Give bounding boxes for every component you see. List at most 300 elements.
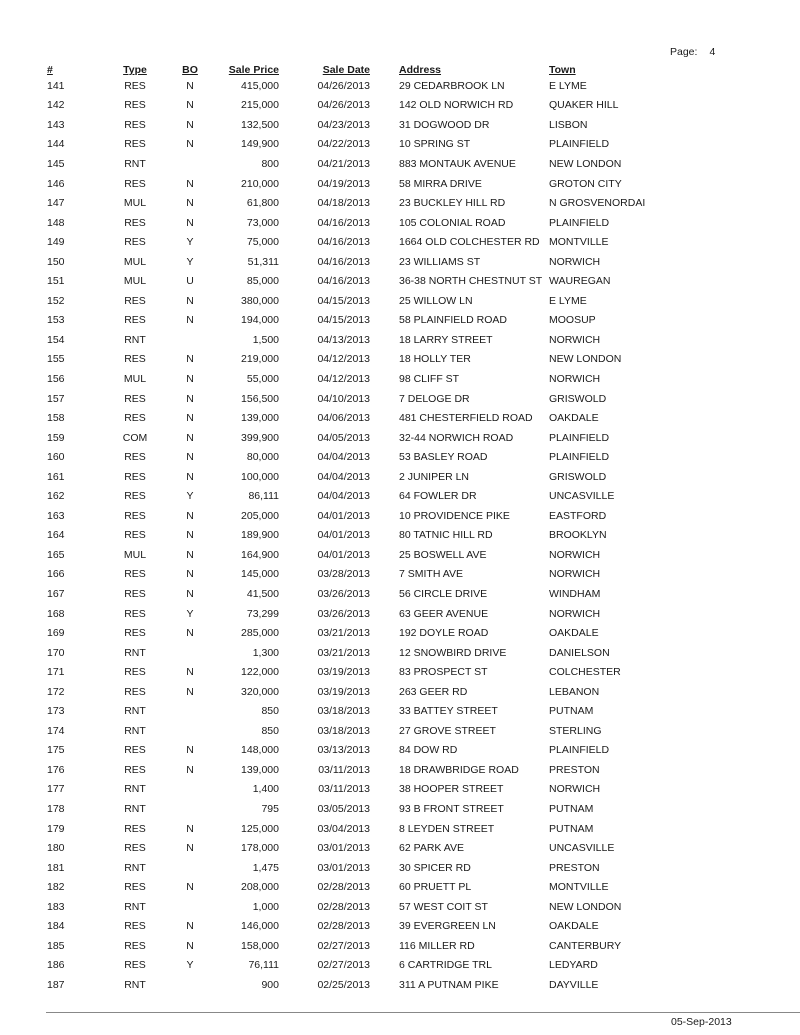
cell-type: RES (124, 236, 146, 249)
cell-sale-date: 04/01/2013 (317, 529, 370, 542)
cell-bo: N (186, 372, 194, 385)
table-row (43, 174, 646, 194)
table-row (43, 252, 646, 272)
cell-number: 179 (47, 822, 65, 835)
cell-address: 25 WILLOW LN (399, 294, 473, 307)
cell-bo (161, 330, 219, 350)
cell-address: 38 HOOPER STREET (399, 783, 504, 796)
cell-number: 149 (47, 236, 65, 249)
table-row (43, 232, 646, 252)
col-header-town: Town (549, 64, 576, 76)
cell-sale-price: 149,900 (241, 138, 279, 151)
cell-bo: N (186, 920, 194, 933)
cell-bo: N (186, 392, 194, 405)
table-row (43, 154, 646, 174)
cell-address: 58 PLAINFIELD ROAD (399, 314, 507, 327)
cell-sale-date: 03/05/2013 (317, 803, 370, 815)
cell-town: PUTNAM (549, 803, 594, 815)
cell-address: 10 SPRING ST (399, 138, 471, 151)
cell-number: 150 (47, 255, 65, 268)
cell-town: DAYVILLE (549, 978, 599, 991)
table-row (43, 956, 646, 976)
cell-sale-price: 194,000 (241, 314, 279, 327)
cell-bo (161, 154, 219, 174)
cell-sale-date: 03/13/2013 (317, 744, 370, 757)
cell-bo: N (186, 881, 194, 894)
cell-address: 93 B FRONT STREET (399, 803, 504, 815)
cell-sale-date: 02/28/2013 (317, 920, 370, 933)
cell-sale-date: 04/16/2013 (317, 275, 370, 288)
cell-town: NEW LONDON (549, 157, 622, 170)
table-row (43, 858, 646, 878)
cell-type: MUL (123, 275, 147, 288)
cell-town: QUAKER HILL (549, 99, 619, 112)
cell-sale-date: 02/25/2013 (317, 978, 370, 991)
cell-number: 146 (47, 177, 65, 190)
cell-town: OAKDALE (549, 920, 599, 933)
cell-bo: N (186, 587, 194, 600)
cell-town: NORWICH (549, 255, 601, 268)
cell-sale-date: 02/27/2013 (317, 939, 370, 952)
table-row (43, 623, 646, 643)
cell-type: RES (124, 881, 146, 894)
sales-table (43, 58, 646, 995)
cell-bo: N (186, 118, 194, 131)
cell-address: 8 LEYDEN STREET (399, 822, 495, 835)
table-row (43, 643, 646, 663)
cell-type: RES (124, 216, 146, 229)
cell-address: 31 DOGWOOD DR (399, 118, 490, 131)
table-row (43, 467, 646, 487)
cell-number: 187 (47, 978, 65, 991)
cell-address: 58 MIRRA DRIVE (399, 177, 482, 190)
cell-address: 62 PARK AVE (399, 842, 464, 855)
cell-sale-price: 1,475 (252, 861, 279, 874)
cell-town: OAKDALE (549, 412, 599, 425)
cell-bo: N (186, 548, 194, 561)
cell-type: RES (124, 822, 146, 835)
cell-number: 155 (47, 353, 65, 366)
cell-type: RNT (124, 724, 146, 737)
page-label: Page: (670, 46, 698, 58)
cell-sale-price: 380,000 (241, 294, 279, 307)
table-row (43, 741, 646, 761)
table-row (43, 115, 646, 135)
cell-town: PUTNAM (549, 822, 594, 835)
cell-sale-date: 04/18/2013 (317, 197, 370, 210)
cell-bo: Y (186, 607, 194, 620)
cell-sale-date: 04/05/2013 (317, 431, 370, 444)
cell-address: 33 BATTEY STREET (399, 705, 498, 718)
cell-town: LEDYARD (549, 959, 598, 972)
cell-type: RES (124, 314, 146, 327)
cell-town: NORWICH (549, 372, 601, 385)
cell-type: RES (124, 920, 146, 933)
cell-number: 171 (47, 666, 65, 679)
cell-sale-price: 219,000 (241, 353, 279, 366)
cell-bo: N (186, 763, 194, 776)
cell-bo: N (186, 353, 194, 366)
table-row (43, 760, 646, 780)
cell-address: 192 DOYLE ROAD (399, 627, 489, 640)
cell-number: 147 (47, 197, 65, 210)
cell-sale-date: 04/26/2013 (317, 79, 370, 92)
cell-address: 23 WILLIAMS ST (399, 255, 481, 268)
cell-sale-date: 04/04/2013 (317, 451, 370, 464)
cell-sale-date: 03/19/2013 (317, 666, 370, 679)
cell-bo: N (186, 822, 194, 835)
col-header-bo: BO (182, 64, 198, 76)
cell-type: RNT (124, 861, 146, 874)
cell-address: 18 DRAWBRIDGE ROAD (399, 763, 519, 776)
cell-address: 7 SMITH AVE (399, 568, 463, 581)
cell-number: 180 (47, 842, 65, 855)
cell-address: 1664 OLD COLCHESTER RD (399, 236, 540, 249)
col-header-type: Type (123, 64, 147, 76)
cell-number: 144 (47, 138, 65, 151)
table-row (43, 369, 646, 389)
table-row (43, 506, 646, 526)
cell-sale-price: 146,000 (241, 920, 279, 933)
cell-sale-date: 04/06/2013 (317, 412, 370, 425)
cell-type: RES (124, 451, 146, 464)
table-row (43, 428, 646, 448)
cell-type: RES (124, 490, 146, 503)
cell-town: GRISWOLD (549, 470, 607, 483)
cell-town: LEBANON (549, 685, 600, 698)
cell-town: GRISWOLD (549, 392, 607, 405)
cell-address: 12 SNOWBIRD DRIVE (399, 646, 507, 659)
cell-number: 163 (47, 509, 65, 522)
cell-type: RES (124, 607, 146, 620)
cell-number: 175 (47, 744, 65, 757)
table-row (43, 662, 646, 682)
table-row (43, 350, 646, 370)
cell-town: NEW LONDON (549, 900, 622, 913)
cell-bo (161, 702, 219, 722)
cell-type: RES (124, 118, 146, 131)
cell-type: RES (124, 99, 146, 112)
cell-address: 883 MONTAUK AVENUE (399, 157, 516, 170)
table-row (43, 604, 646, 624)
table-row (43, 135, 646, 155)
cell-address: 27 GROVE STREET (399, 724, 496, 737)
cell-type: RES (124, 509, 146, 522)
cell-town: N GROSVENORDAI (549, 197, 646, 210)
cell-type: RES (124, 529, 146, 542)
cell-bo: Y (186, 959, 194, 972)
cell-sale-price: 320,000 (241, 685, 279, 698)
cell-sale-price: 850 (261, 705, 279, 718)
cell-bo: N (186, 197, 194, 210)
cell-sale-date: 03/18/2013 (317, 724, 370, 737)
cell-sale-price: 76,111 (248, 959, 279, 972)
cell-sale-date: 04/12/2013 (317, 353, 370, 366)
page-number: 4 (709, 46, 716, 58)
cell-sale-date: 04/19/2013 (317, 177, 370, 190)
cell-sale-date: 04/15/2013 (317, 294, 370, 307)
cell-sale-date: 03/21/2013 (317, 646, 370, 659)
table-row (43, 271, 646, 291)
cell-number: 183 (47, 900, 65, 913)
cell-bo: N (186, 99, 194, 112)
cell-number: 156 (47, 372, 65, 385)
cell-sale-price: 122,000 (241, 666, 279, 679)
cell-sale-price: 125,000 (241, 822, 279, 835)
cell-sale-date: 04/01/2013 (317, 548, 370, 561)
cell-town: PLAINFIELD (549, 216, 610, 229)
cell-town: PLAINFIELD (549, 138, 610, 151)
cell-town: E LYME (549, 294, 587, 307)
cell-town: STERLING (549, 724, 602, 737)
cell-town: EASTFORD (549, 509, 607, 522)
cell-address: 63 GEER AVENUE (399, 607, 489, 620)
cell-number: 182 (47, 881, 65, 894)
cell-bo: N (186, 529, 194, 542)
cell-sale-price: 178,000 (241, 842, 279, 855)
cell-sale-price: 795 (261, 803, 279, 815)
cell-sale-date: 03/18/2013 (317, 705, 370, 718)
cell-sale-price: 73,299 (246, 607, 279, 620)
col-header-sale-date: Sale Date (322, 64, 370, 76)
cell-number: 152 (47, 294, 65, 307)
cell-bo: N (186, 138, 194, 151)
cell-sale-date: 03/21/2013 (317, 627, 370, 640)
col-header-address: Address (399, 64, 442, 76)
cell-sale-price: 156,500 (241, 392, 279, 405)
table-row (43, 819, 646, 839)
cell-number: 173 (47, 705, 65, 718)
table-row (43, 193, 646, 213)
cell-type: RES (124, 939, 146, 952)
cell-sale-date: 03/28/2013 (317, 568, 370, 581)
cell-sale-price: 164,900 (241, 548, 279, 561)
cell-type: COM (122, 431, 148, 444)
table-row (43, 975, 646, 995)
cell-bo: Y (186, 490, 194, 503)
cell-sale-price: 55,000 (246, 372, 279, 385)
cell-address: 7 DELOGE DR (399, 392, 470, 405)
cell-town: NORWICH (549, 548, 601, 561)
cell-sale-date: 03/01/2013 (317, 842, 370, 855)
cell-address: 98 CLIFF ST (399, 372, 460, 385)
cell-type: MUL (123, 255, 147, 268)
cell-sale-price: 208,000 (241, 881, 279, 894)
cell-number: 141 (47, 79, 65, 92)
cell-bo (161, 721, 219, 741)
table-body (43, 76, 646, 995)
cell-town: PLAINFIELD (549, 744, 610, 757)
table-row (43, 780, 646, 800)
cell-sale-price: 1,000 (252, 900, 279, 913)
table-row (43, 917, 646, 937)
cell-address: 18 HOLLY TER (399, 353, 471, 366)
cell-bo: Y (186, 255, 194, 268)
cell-sale-price: 132,500 (241, 118, 279, 131)
cell-town: PUTNAM (549, 705, 594, 718)
cell-sale-date: 04/04/2013 (317, 490, 370, 503)
cell-sale-price: 415,000 (241, 79, 279, 92)
header-row (43, 58, 646, 76)
table-row (43, 330, 646, 350)
cell-bo: N (186, 412, 194, 425)
cell-type: RNT (124, 646, 146, 659)
cell-address: 80 TATNIC HILL RD (399, 529, 493, 542)
cell-type: RNT (124, 705, 146, 718)
cell-type: RES (124, 353, 146, 366)
cell-number: 157 (47, 392, 65, 405)
cell-type: RNT (124, 978, 146, 991)
cell-sale-date: 04/12/2013 (317, 372, 370, 385)
cell-type: RNT (124, 157, 146, 170)
table-row (43, 526, 646, 546)
cell-number: 185 (47, 939, 65, 952)
cell-sale-date: 02/28/2013 (317, 900, 370, 913)
cell-bo (161, 643, 219, 663)
cell-town: COLCHESTER (549, 666, 621, 679)
cell-number: 170 (47, 646, 65, 659)
cell-sale-price: 51,311 (247, 255, 279, 268)
cell-sale-price: 850 (261, 724, 279, 737)
cell-type: RES (124, 294, 146, 307)
cell-sale-date: 04/26/2013 (317, 99, 370, 112)
cell-sale-price: 100,000 (241, 470, 279, 483)
cell-type: RES (124, 842, 146, 855)
cell-address: 142 OLD NORWICH RD (399, 99, 514, 112)
table-row (43, 447, 646, 467)
table-row (43, 545, 646, 565)
cell-sale-date: 04/21/2013 (317, 157, 370, 170)
cell-type: MUL (123, 372, 147, 385)
cell-sale-date: 03/11/2013 (318, 763, 370, 776)
cell-number: 184 (47, 920, 65, 933)
cell-type: RES (124, 138, 146, 151)
table-row (43, 897, 646, 917)
cell-town: PLAINFIELD (549, 451, 610, 464)
cell-sale-date: 03/11/2013 (318, 783, 370, 796)
cell-bo: U (186, 275, 194, 288)
cell-address: 29 CEDARBROOK LN (399, 79, 505, 92)
col-header-number: # (47, 64, 53, 76)
cell-sale-date: 03/19/2013 (317, 685, 370, 698)
cell-town: OAKDALE (549, 627, 599, 640)
table-row (43, 565, 646, 585)
cell-sale-price: 139,000 (241, 412, 279, 425)
cell-sale-date: 04/22/2013 (317, 138, 370, 151)
cell-sale-price: 215,000 (241, 99, 279, 112)
cell-number: 174 (47, 724, 65, 737)
cell-sale-price: 73,000 (246, 216, 279, 229)
cell-number: 176 (47, 763, 65, 776)
cell-number: 164 (47, 529, 65, 542)
cell-sale-price: 61,800 (246, 197, 279, 210)
table-row (43, 936, 646, 956)
cell-bo (161, 975, 219, 995)
cell-sale-date: 04/23/2013 (317, 118, 370, 131)
cell-number: 165 (47, 548, 65, 561)
cell-bo: N (186, 294, 194, 307)
cell-address: 25 BOSWELL AVE (399, 548, 487, 561)
table-row (43, 311, 646, 331)
cell-address: 36-38 NORTH CHESTNUT ST (399, 275, 543, 288)
cell-address: 64 FOWLER DR (399, 490, 477, 503)
cell-number: 177 (47, 783, 65, 796)
cell-sale-date: 04/16/2013 (317, 255, 370, 268)
cell-type: RES (124, 177, 146, 190)
cell-bo: N (186, 939, 194, 952)
cell-number: 142 (47, 99, 65, 112)
cell-sale-price: 1,500 (252, 333, 279, 346)
cell-number: 160 (47, 451, 65, 464)
cell-bo: N (186, 685, 194, 698)
cell-number: 154 (47, 333, 65, 346)
cell-town: NORWICH (549, 607, 601, 620)
cell-type: RES (124, 587, 146, 600)
cell-number: 143 (47, 118, 65, 131)
cell-town: CANTERBURY (549, 939, 622, 952)
cell-town: PLAINFIELD (549, 431, 610, 444)
cell-sale-price: 285,000 (241, 627, 279, 640)
cell-town: E LYME (549, 79, 587, 92)
table-row (43, 702, 646, 722)
cell-sale-price: 205,000 (241, 509, 279, 522)
cell-sale-price: 1,300 (252, 646, 279, 659)
cell-sale-date: 04/15/2013 (317, 314, 370, 327)
cell-sale-price: 158,000 (241, 939, 279, 952)
cell-number: 148 (47, 216, 65, 229)
cell-type: RES (124, 568, 146, 581)
table-row (43, 408, 646, 428)
cell-type: RES (124, 470, 146, 483)
cell-address: 105 COLONIAL ROAD (399, 216, 506, 229)
cell-sale-price: 210,000 (241, 177, 279, 190)
table-row (43, 799, 646, 819)
cell-type: RNT (124, 333, 146, 346)
cell-sale-price: 399,900 (241, 431, 279, 444)
cell-town: DANIELSON (549, 646, 610, 659)
cell-bo: N (186, 842, 194, 855)
cell-bo: N (186, 314, 194, 327)
cell-bo: N (186, 627, 194, 640)
table-row (43, 682, 646, 702)
cell-town: GROTON CITY (549, 177, 622, 190)
cell-bo: Y (186, 236, 194, 249)
cell-number: 172 (47, 685, 65, 698)
cell-number: 169 (47, 627, 65, 640)
cell-type: RES (124, 392, 146, 405)
col-header-sale-price: Sale Price (228, 64, 279, 76)
cell-sale-price: 1,400 (252, 783, 279, 796)
table-row (43, 721, 646, 741)
footer-date: 05-Sep-2013 (671, 1016, 732, 1028)
cell-sale-date: 02/27/2013 (317, 959, 370, 972)
cell-type: RNT (124, 803, 146, 815)
cell-type: MUL (123, 548, 147, 561)
table-row (43, 76, 646, 96)
cell-sale-price: 189,900 (241, 529, 279, 542)
page-indicator (670, 46, 715, 58)
cell-sale-price: 75,000 (246, 236, 279, 249)
cell-address: 263 GEER RD (399, 685, 468, 698)
cell-bo: N (186, 177, 194, 190)
cell-town: WINDHAM (549, 587, 601, 600)
cell-type: RES (124, 666, 146, 679)
cell-number: 161 (47, 470, 65, 483)
cell-sale-date: 03/26/2013 (317, 607, 370, 620)
cell-type: RES (124, 959, 146, 972)
cell-sale-date: 04/04/2013 (317, 470, 370, 483)
cell-sale-price: 145,000 (241, 568, 279, 581)
